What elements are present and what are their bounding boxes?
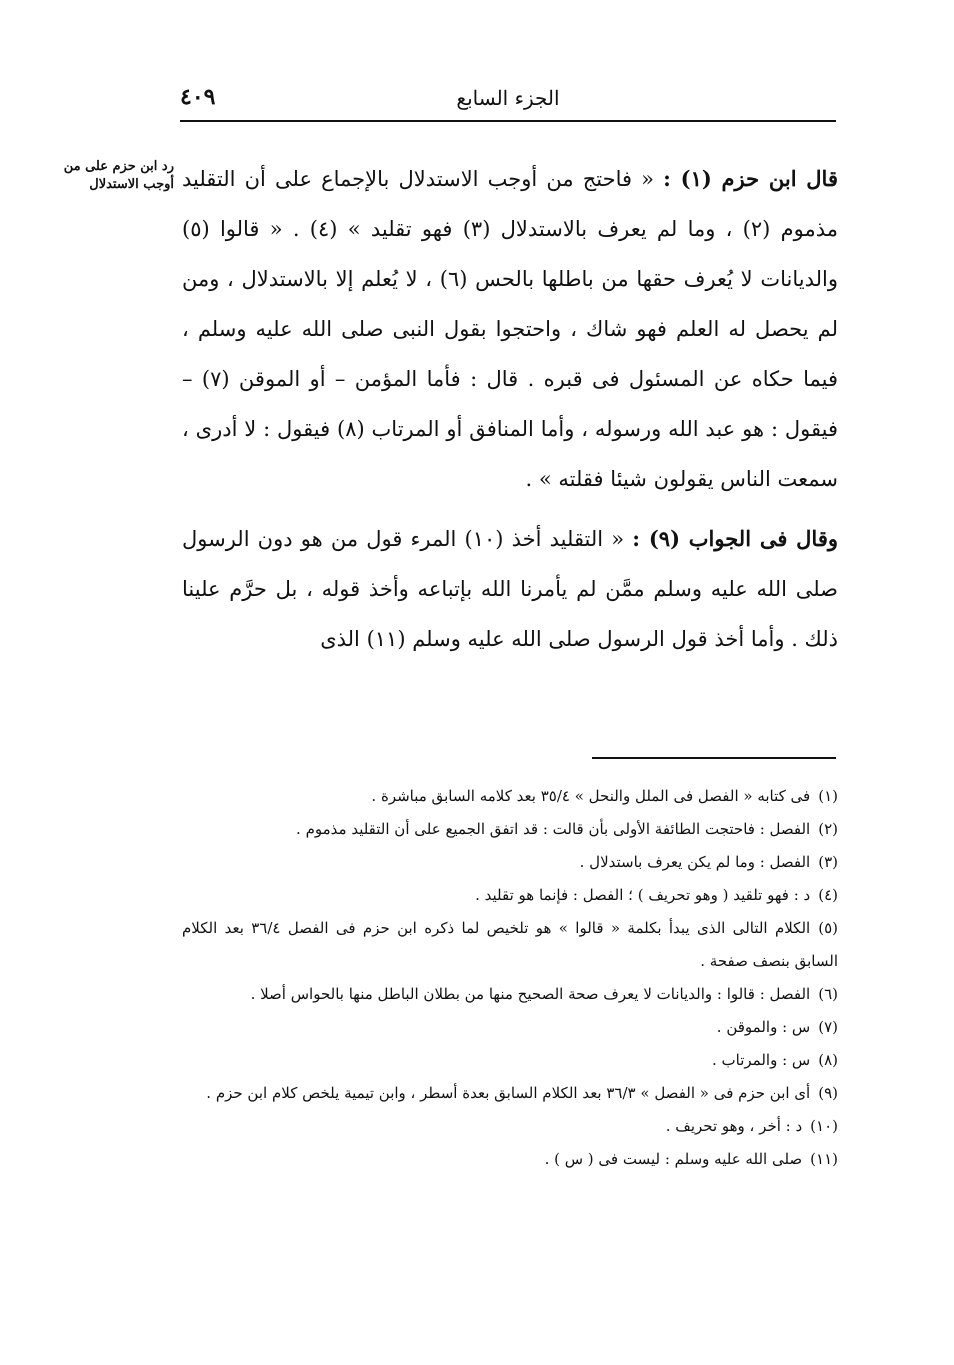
footnote — [182, 978, 838, 1011]
footnote-text: فى كتابه « الفصل فى الملل والنحل » ٣٥/٤ بعد كلامه السابق مباشرة . — [371, 787, 811, 805]
footnote-text: أى ابن حزم فى « الفصل » ٣٦/٣ بعد الكلام السابق بعدة أسطر ، وابن تيمية يلخص كلام ابن حزم . — [206, 1084, 811, 1102]
footnote — [182, 1011, 838, 1044]
paragraph-lead: وقال فى الجواب (٩) : — [632, 526, 838, 551]
footnote-text: س : والمرتاب . — [711, 1051, 811, 1069]
paragraph — [182, 514, 838, 664]
footnote — [182, 846, 838, 879]
footnote — [182, 912, 838, 978]
paragraph-text: « فاحتج من أوجب الاستدلال بالإجماع على أن التقليد مذموم (٢) ، وما لم يعرف بالاستدلال (٣) فهو تقليد » (٤) . « قالوا (٥) والديانات لا يُعرف حقها من باطلها بالحس (٦) ، لا يُعلم إلا بالاستدلال ، ومن لم يحصل له العلم فهو شاك ، واحتجوا بقول النبى صلى الله عليه وسلم ، فيما حكاه عن المسئول فى قبره . قال : فأما المؤمن – أو الموقن (٧) – فيقول : هو عبد الله ورسوله ، وأما المنافق أو المرتاب (٨) فيقول : لا أدرى ، سمعت الناس يقولون شيئا فقلته » . — [182, 167, 838, 491]
footnote — [182, 1044, 838, 1077]
page-number: ٤٠٩ — [180, 84, 216, 110]
footnote-text: الفصل : وما لم يكن يعرف باستدلال . — [579, 853, 811, 871]
footnote-text: د : أخر ، وهو تحريف . — [665, 1117, 803, 1135]
footnote-number: (٨) — [818, 1051, 838, 1069]
footnotes — [182, 780, 838, 1176]
footnote-text: س : والموقن . — [716, 1018, 811, 1036]
footnote-number: (٦) — [818, 985, 838, 1003]
footnote-text: صلى الله عليه وسلم : ليست فى ( س ) . — [544, 1150, 803, 1168]
footnote-number: (٧) — [818, 1018, 838, 1036]
footnote-number: (٥) — [818, 919, 838, 937]
footnote — [182, 1077, 838, 1110]
footnote — [182, 879, 838, 912]
margin-note: رد ابن حزم على من أوجب الاستدلال — [63, 159, 174, 192]
footnote-rule — [592, 757, 836, 759]
footnote — [182, 1110, 838, 1143]
footnote — [182, 1143, 838, 1176]
footnote-text: د : فهو تلقيد ( وهو تحريف ) ؛ الفصل : فإنما هو تقليد . — [475, 886, 811, 904]
page-header — [180, 80, 836, 124]
footnote-text: الفصل : قالوا : والديانات لا يعرف صحة الصحيح منها من بطلان الباطل منها بالحواس أصلا . — [250, 985, 811, 1003]
footnote-number: (٩) — [818, 1084, 838, 1102]
footnote — [182, 813, 838, 846]
footnote-number: (١١) — [810, 1150, 838, 1168]
footnote-text: الكلام التالى الذى يبدأ بكلمة « قالوا » هو تلخيص لما ذكره ابن حزم فى الفصل ٣٦/٤ بعد الكلام السابق بنصف صفحة . — [182, 919, 838, 970]
running-head: الجزء السابع — [456, 86, 560, 110]
footnote-text: الفصل : فاحتجت الطائفة الأولى بأن قالت : قد اتفق الجميع على أن التقليد مذموم . — [296, 820, 811, 838]
footnote-number: (١٠) — [810, 1117, 838, 1135]
footnote-number: (٢) — [818, 820, 838, 838]
main-text — [182, 154, 838, 664]
footnote-number: (٤) — [818, 886, 838, 904]
footnote-number: (١) — [818, 787, 838, 805]
paragraph-lead: قال ابن حزم (١) : — [663, 166, 838, 191]
footnote — [182, 780, 838, 813]
paragraph-text: « التقليد أخذ (١٠) المرء قول من هو دون الرسول صلى الله عليه وسلم ممَّن لم يأمرنا الله بإتباعه وأخذ قوله ، بل حرَّم علينا ذلك . وأما أخذ قول الرسول صلى الله عليه وسلم (١١) الذى — [182, 527, 838, 651]
header-rule — [180, 120, 836, 122]
paragraph — [182, 154, 838, 504]
footnote-number: (٣) — [818, 853, 838, 871]
